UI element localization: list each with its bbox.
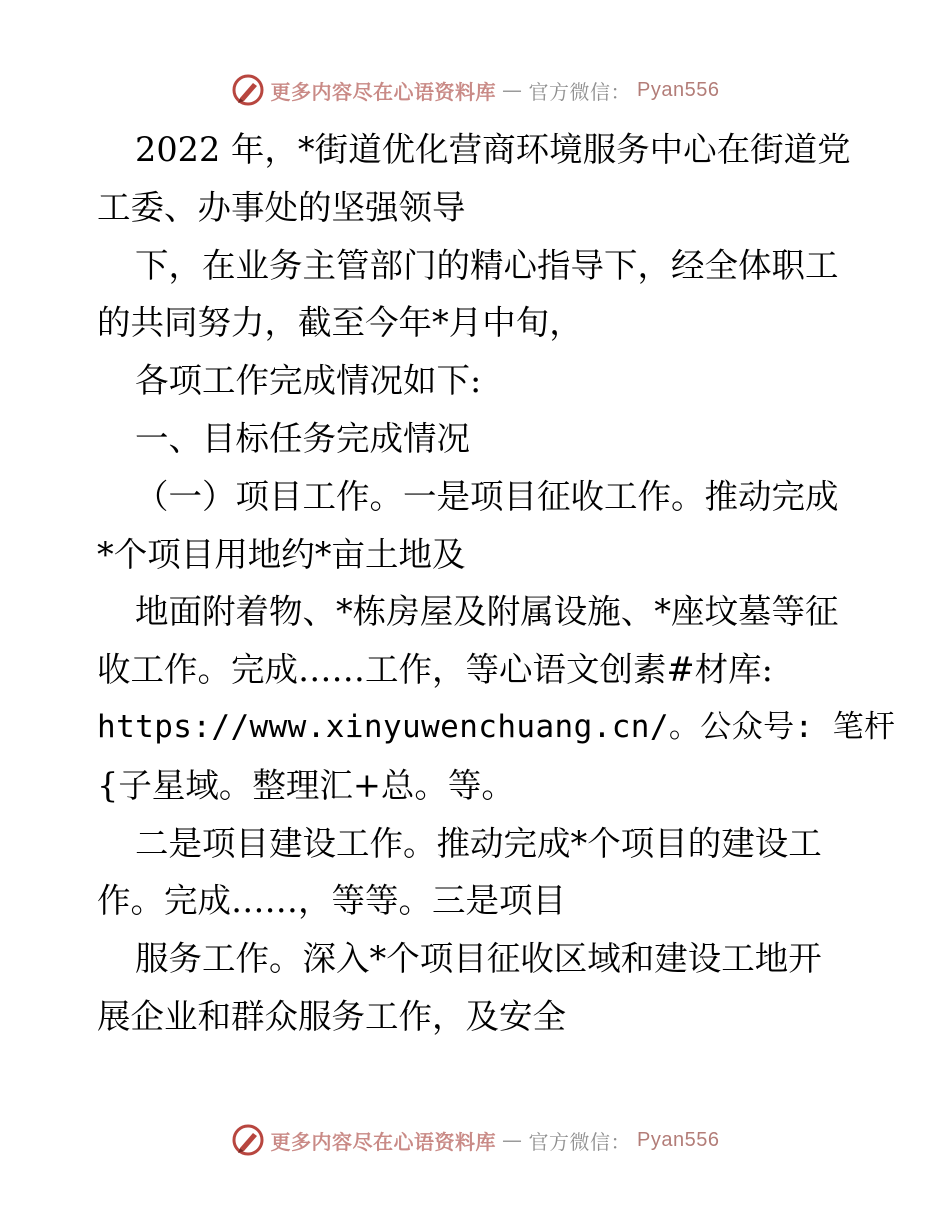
document-body <box>97 121 896 1046</box>
text-line: {子星域。整理汇+总。等。 <box>97 765 515 805</box>
watermark-dash: — <box>502 78 523 102</box>
watermark-dash: — <box>502 1128 523 1152</box>
text-line: 服务工作。深入*个项目征收区域和建设工地开 <box>135 939 822 979</box>
text-line: （一）项目工作。一是项目征收工作。推动完成 <box>135 476 839 516</box>
text-line: 地面附着物、*栋房屋及附属设施、*座坟墓等征 <box>135 592 839 632</box>
text-line: 下，在业务主管部门的精心指导下，经全体职工 <box>135 245 839 285</box>
pen-logo-icon <box>231 73 265 107</box>
text-line: 各项工作完成情况如下: <box>135 361 482 401</box>
text-line: *个项目用地约*亩土地及 <box>97 534 466 574</box>
text-line: 作。完成……，等等。三是项目 <box>97 881 566 921</box>
watermark-account-label: 官方微信： <box>528 1129 632 1154</box>
watermark-account-id: Pyan556 <box>637 78 720 101</box>
watermark-account-label: 官方微信： <box>528 79 632 104</box>
text-line: 展企业和群众服务工作，及安全 <box>97 996 566 1036</box>
text-line: 二是项目建设工作。推动完成*个项目的建设工 <box>135 823 822 863</box>
watermark-main-text: 更多内容尽在心语资料库 <box>270 79 497 104</box>
watermark-main-text: 更多内容尽在心语资料库 <box>270 1129 497 1154</box>
text-line-url: https://www.xinyuwenchuang.cn/。公众号: 笔杆 <box>97 708 896 745</box>
section-heading: 一、目标任务完成情况 <box>135 418 470 458</box>
header-watermark <box>0 70 950 110</box>
text-line: 收工作。完成……工作，等心语文创素#材库: <box>97 650 773 690</box>
text-line: 的共同努力，截至今年*月中旬， <box>97 303 583 343</box>
watermark-account-id: Pyan556 <box>637 1128 720 1151</box>
text-line: 2022 年，*街道优化营商环境服务中心在街道党 <box>135 130 851 169</box>
footer-watermark <box>0 1120 950 1160</box>
pen-logo-icon <box>231 1123 265 1157</box>
text-line: 工委、办事处的坚强领导 <box>97 187 466 227</box>
